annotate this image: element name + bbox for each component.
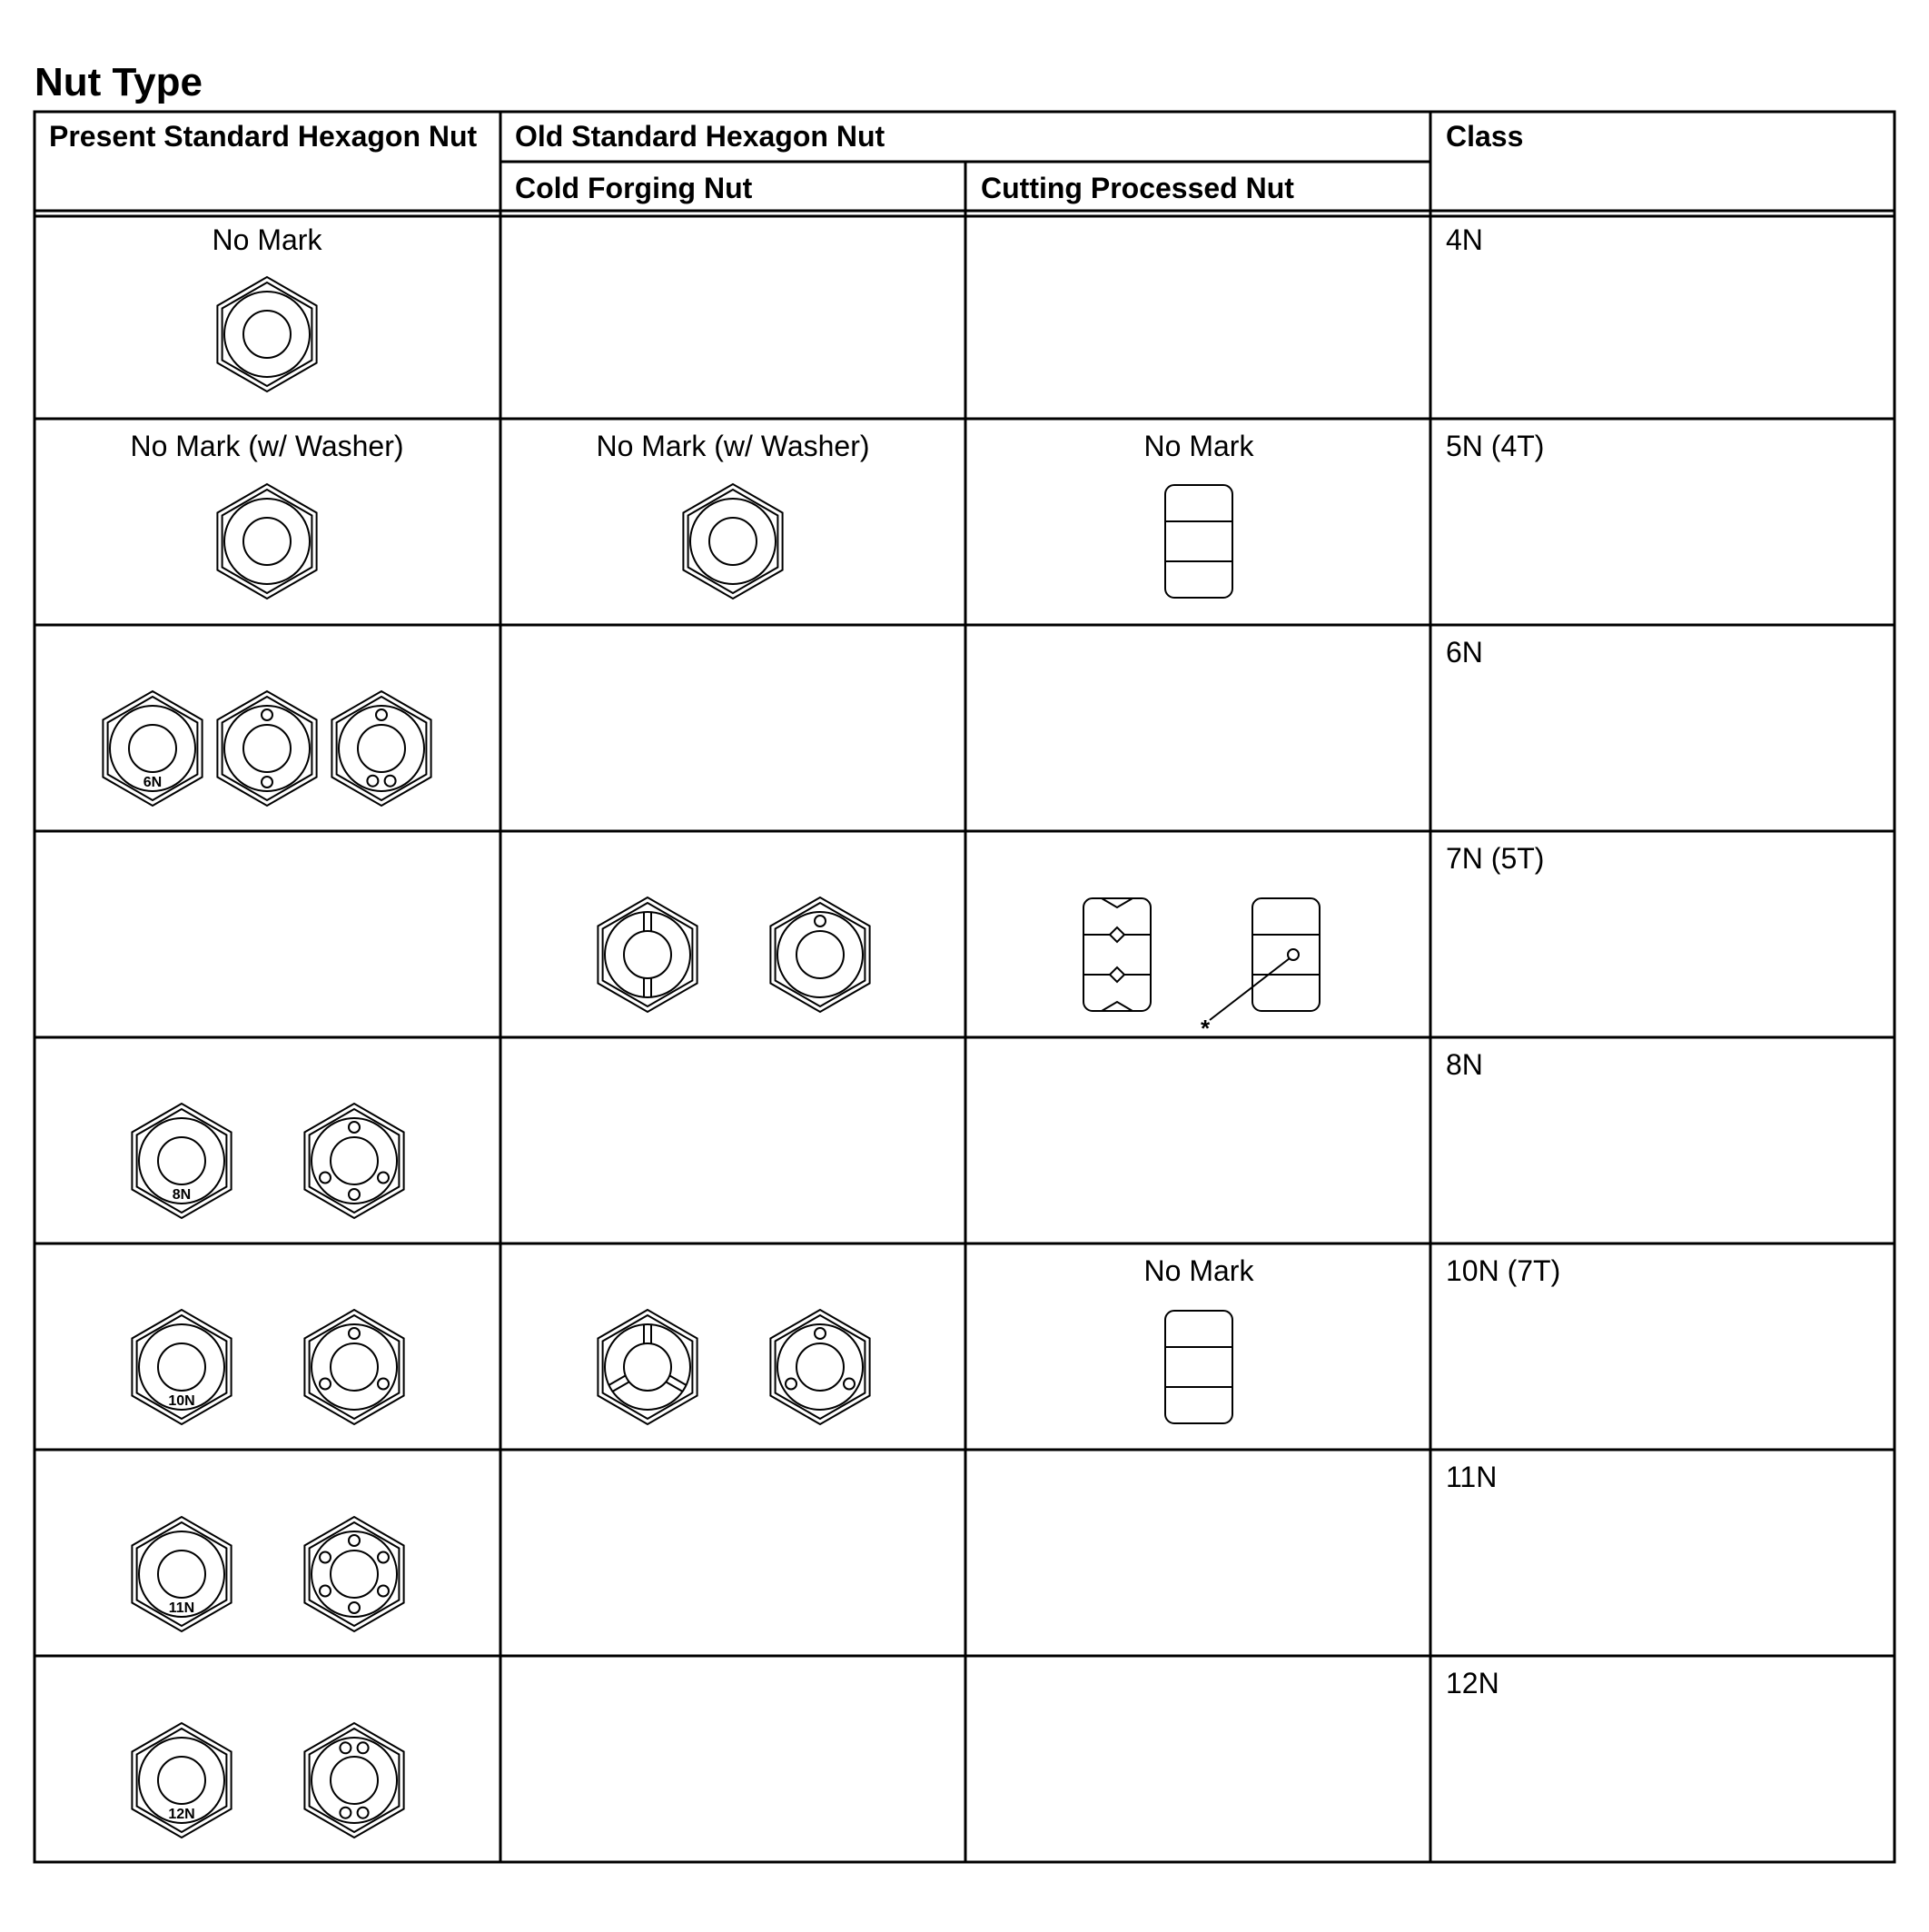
hexagon-nut-icon <box>132 1517 231 1631</box>
nut-stamp-text: 10N <box>168 1393 195 1409</box>
dot-mark-icon <box>358 1742 369 1753</box>
nut-outer-hex <box>770 897 869 1012</box>
dot-mark-icon <box>786 1379 796 1390</box>
dot-mark-icon <box>349 1535 360 1546</box>
dot-mark-icon <box>340 1742 351 1753</box>
hexagon-nut-icon <box>132 1723 231 1838</box>
header-cold-forging: Cold Forging Nut <box>515 172 753 204</box>
nut-stamp-text: 8N <box>172 1187 192 1203</box>
hexagon-nut-icon <box>217 691 316 806</box>
nut-stamp-text: 11N <box>168 1600 195 1616</box>
dot-mark-icon <box>320 1552 331 1563</box>
nut-stamp-text: 6N <box>143 775 163 790</box>
class-cell: 5N (4T) <box>1446 430 1545 462</box>
dot-mark-icon <box>844 1379 855 1390</box>
present-label: No Mark <box>212 223 322 256</box>
class-cell: 12N <box>1446 1667 1499 1699</box>
nut-outer-hex <box>304 1310 403 1424</box>
header-class: Class <box>1446 120 1524 153</box>
header-present-standard: Present Standard Hexagon Nut <box>49 120 478 153</box>
dot-mark-icon <box>378 1552 389 1563</box>
nut-stamp-text: 12N <box>168 1807 195 1822</box>
dot-mark-icon <box>378 1379 389 1390</box>
dot-mark-icon <box>320 1379 331 1390</box>
header-old-standard: Old Standard Hexagon Nut <box>515 120 885 153</box>
cold-label: No Mark (w/ Washer) <box>596 430 870 462</box>
side-view-nut-icon <box>1165 485 1232 598</box>
hexagon-nut-icon <box>331 691 430 806</box>
hexagon-nut-icon <box>217 277 316 391</box>
hexagon-nut-icon <box>770 897 869 1012</box>
cutting-label: No Mark <box>1143 1254 1254 1287</box>
side-nut-body <box>1252 898 1320 1011</box>
nut-outer-hex <box>217 691 316 806</box>
class-cell: 6N <box>1446 636 1483 669</box>
hexagon-nut-icon <box>132 1104 231 1218</box>
nut-outer-hex <box>217 277 316 391</box>
hexagon-nut-icon <box>304 1310 403 1424</box>
side-view-nut-icon <box>1201 898 1320 1042</box>
dot-mark-icon <box>376 709 387 720</box>
hexagon-nut-icon <box>217 484 316 599</box>
side-view-nut-icon <box>1083 898 1151 1011</box>
side-nut-body <box>1083 898 1151 1011</box>
cutting-label: No Mark <box>1143 430 1254 462</box>
star-mark: * <box>1201 1015 1211 1042</box>
present-label: No Mark (w/ Washer) <box>130 430 404 462</box>
nut-outer-hex <box>304 1723 403 1838</box>
dot-mark-icon <box>815 916 826 926</box>
dot-mark-icon <box>378 1173 389 1184</box>
dot-mark-icon <box>358 1808 369 1818</box>
hexagon-nut-icon <box>770 1310 869 1424</box>
class-cell: 8N <box>1446 1048 1483 1081</box>
nut-outer-hex <box>598 1310 697 1424</box>
nut-outer-hex <box>598 897 697 1012</box>
dot-mark-icon <box>349 1189 360 1200</box>
class-cell: 7N (5T) <box>1446 842 1545 875</box>
dot-mark-icon <box>320 1173 331 1184</box>
nut-outer-hex <box>331 691 430 806</box>
dot-mark-icon <box>385 776 396 787</box>
nut-outer-hex <box>304 1517 403 1631</box>
nut-outer-hex <box>770 1310 869 1424</box>
dot-mark-icon <box>340 1808 351 1818</box>
side-view-nut-icon <box>1165 1311 1232 1423</box>
hexagon-nut-icon <box>598 1310 697 1424</box>
hexagon-nut-icon <box>103 691 202 806</box>
nut-outer-hex <box>683 484 782 599</box>
dot-mark-icon <box>320 1586 331 1597</box>
dot-mark-icon <box>815 1328 826 1339</box>
class-cell: 4N <box>1446 223 1483 256</box>
side-nut-body <box>1165 1311 1232 1423</box>
dot-mark-icon <box>262 709 272 720</box>
dot-mark-icon <box>378 1586 389 1597</box>
page-title: Nut Type <box>35 60 203 104</box>
header-cutting-processed: Cutting Processed Nut <box>981 172 1294 204</box>
nut-outer-hex <box>217 484 316 599</box>
side-nut-body <box>1165 485 1232 598</box>
hexagon-nut-icon <box>683 484 782 599</box>
hexagon-nut-icon <box>304 1104 403 1218</box>
hexagon-nut-icon <box>132 1310 231 1424</box>
dot-mark-icon <box>349 1122 360 1133</box>
hexagon-nut-icon <box>304 1723 403 1838</box>
dot-mark-icon <box>349 1328 360 1339</box>
class-cell: 10N (7T) <box>1446 1254 1561 1287</box>
hexagon-nut-icon <box>304 1517 403 1631</box>
nut-outer-hex <box>304 1104 403 1218</box>
dot-mark-icon <box>349 1602 360 1613</box>
hexagon-nut-icon <box>598 897 697 1012</box>
dot-mark-icon <box>367 776 378 787</box>
class-cell: 11N <box>1446 1461 1498 1493</box>
dot-mark-icon <box>262 777 272 788</box>
